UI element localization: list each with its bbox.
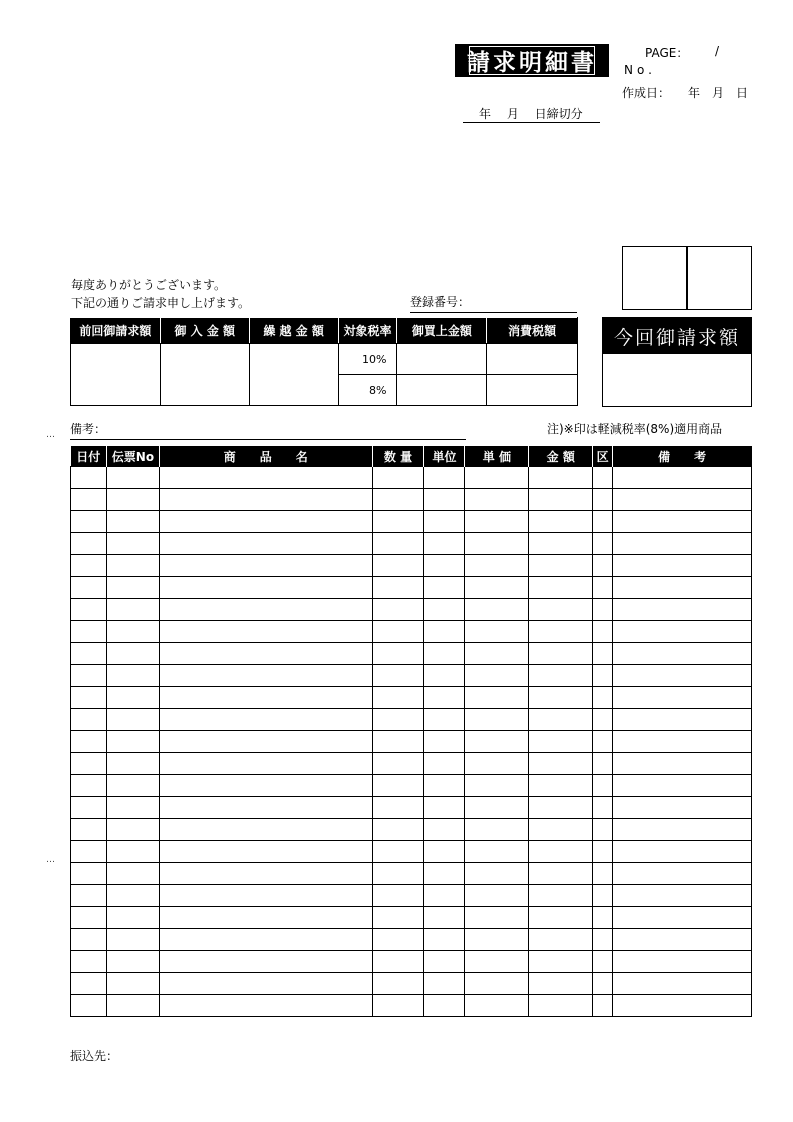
current-billing-label: 今回御請求額	[603, 318, 751, 354]
detail-header: 単 価	[465, 446, 529, 467]
table-cell	[71, 885, 107, 907]
table-cell	[106, 511, 159, 533]
table-row	[71, 577, 752, 599]
table-cell	[424, 995, 465, 1017]
table-cell	[71, 907, 107, 929]
table-cell	[106, 621, 159, 643]
table-cell	[372, 841, 424, 863]
table-cell	[372, 951, 424, 973]
table-cell	[159, 885, 372, 907]
table-cell	[465, 951, 529, 973]
table-cell	[159, 599, 372, 621]
table-cell	[106, 599, 159, 621]
table-row	[71, 511, 752, 533]
table-cell	[106, 775, 159, 797]
table-cell	[613, 929, 752, 951]
table-cell	[106, 841, 159, 863]
summary-header: 対象税率	[338, 318, 397, 344]
table-cell	[593, 775, 613, 797]
table-cell	[424, 863, 465, 885]
table-cell	[372, 467, 424, 489]
table-cell	[424, 709, 465, 731]
table-cell	[106, 709, 159, 731]
table-cell	[465, 973, 529, 995]
table-cell	[613, 511, 752, 533]
table-cell	[106, 643, 159, 665]
table-row	[71, 555, 752, 577]
table-cell	[71, 841, 107, 863]
consumption-tax-cell	[487, 375, 578, 406]
number-label: No.	[624, 63, 656, 77]
tax-rate-8: 8%	[338, 375, 397, 406]
table-cell	[159, 511, 372, 533]
table-cell	[159, 929, 372, 951]
table-cell	[465, 929, 529, 951]
table-cell	[465, 995, 529, 1017]
table-cell	[593, 929, 613, 951]
table-row	[71, 797, 752, 819]
table-cell	[159, 731, 372, 753]
table-cell	[106, 885, 159, 907]
table-cell	[106, 995, 159, 1017]
detail-header: 単位	[424, 446, 465, 467]
table-cell	[465, 709, 529, 731]
table-cell	[593, 555, 613, 577]
table-row	[71, 489, 752, 511]
table-row	[71, 973, 752, 995]
table-row	[71, 599, 752, 621]
table-row	[71, 885, 752, 907]
table-cell	[529, 577, 593, 599]
detail-header: 商 品 名	[159, 446, 372, 467]
table-cell	[593, 841, 613, 863]
table-cell	[593, 599, 613, 621]
table-row	[71, 687, 752, 709]
detail-body	[71, 467, 752, 1017]
table-cell	[424, 951, 465, 973]
table-row	[71, 951, 752, 973]
table-cell	[372, 599, 424, 621]
table-row	[71, 753, 752, 775]
table-cell	[159, 665, 372, 687]
payment-received-cell	[160, 344, 249, 406]
table-cell	[465, 885, 529, 907]
table-cell	[593, 907, 613, 929]
table-cell	[529, 555, 593, 577]
table-cell	[71, 819, 107, 841]
table-cell	[372, 995, 424, 1017]
table-cell	[529, 951, 593, 973]
table-cell	[106, 863, 159, 885]
table-cell	[424, 841, 465, 863]
table-cell	[529, 621, 593, 643]
summary-header: 御買上金額	[397, 318, 487, 344]
table-cell	[372, 863, 424, 885]
table-cell	[529, 841, 593, 863]
table-cell	[159, 687, 372, 709]
summary-header: 消費税額	[487, 318, 578, 344]
table-cell	[159, 753, 372, 775]
table-cell	[372, 577, 424, 599]
table-row	[71, 665, 752, 687]
closing-period: 年 月 日締切分	[463, 105, 600, 123]
table-cell	[529, 797, 593, 819]
greeting-line: 毎度ありがとうございます。	[71, 278, 227, 292]
table-cell	[159, 467, 372, 489]
table-cell	[465, 907, 529, 929]
table-cell	[593, 885, 613, 907]
table-cell	[613, 753, 752, 775]
table-cell	[71, 709, 107, 731]
summary-table	[70, 317, 578, 406]
table-cell	[372, 929, 424, 951]
table-cell	[106, 533, 159, 555]
detail-header: 伝票No	[106, 446, 159, 467]
table-cell	[424, 665, 465, 687]
table-cell	[529, 533, 593, 555]
table-cell	[159, 643, 372, 665]
table-cell	[372, 621, 424, 643]
table-cell	[613, 885, 752, 907]
table-cell	[529, 929, 593, 951]
table-cell	[424, 489, 465, 511]
table-cell	[529, 687, 593, 709]
table-cell	[529, 885, 593, 907]
table-cell	[106, 753, 159, 775]
table-cell	[71, 731, 107, 753]
consumption-tax-cell	[487, 344, 578, 375]
table-cell	[529, 709, 593, 731]
page-label: PAGE：	[645, 46, 689, 60]
table-cell	[465, 533, 529, 555]
table-cell	[529, 489, 593, 511]
table-cell	[424, 731, 465, 753]
table-cell	[529, 995, 593, 1017]
registration-number: 登録番号：	[410, 293, 577, 313]
table-cell	[424, 643, 465, 665]
table-cell	[71, 973, 107, 995]
table-cell	[465, 621, 529, 643]
table-cell	[159, 797, 372, 819]
table-row	[71, 709, 752, 731]
table-cell	[613, 951, 752, 973]
table-cell	[465, 841, 529, 863]
seal-box	[687, 246, 752, 310]
table-cell	[372, 709, 424, 731]
table-row	[71, 775, 752, 797]
table-row	[71, 731, 752, 753]
table-cell	[106, 577, 159, 599]
table-cell	[593, 819, 613, 841]
table-cell	[71, 467, 107, 489]
table-cell	[465, 731, 529, 753]
page-separator: /	[715, 44, 720, 58]
reduced-rate-note: 注)※印は軽減税率(8%)適用商品	[547, 422, 723, 436]
table-cell	[593, 731, 613, 753]
table-cell	[593, 643, 613, 665]
table-cell	[372, 797, 424, 819]
table-cell	[465, 819, 529, 841]
table-cell	[71, 929, 107, 951]
table-cell	[465, 643, 529, 665]
table-cell	[613, 643, 752, 665]
detail-table	[70, 446, 752, 1017]
detail-header: 数 量	[372, 446, 424, 467]
table-cell	[106, 731, 159, 753]
table-cell	[465, 753, 529, 775]
table-cell	[424, 907, 465, 929]
table-cell	[372, 775, 424, 797]
created-date-value: 年 月 日	[688, 86, 749, 100]
table-cell	[529, 643, 593, 665]
table-cell	[372, 819, 424, 841]
table-cell	[613, 907, 752, 929]
table-cell	[529, 863, 593, 885]
detail-header: 日付	[71, 446, 107, 467]
table-cell	[465, 467, 529, 489]
table-cell	[424, 621, 465, 643]
table-cell	[424, 775, 465, 797]
table-cell	[593, 995, 613, 1017]
summary-header: 前回御請求額	[71, 318, 161, 344]
table-cell	[465, 555, 529, 577]
table-cell	[613, 467, 752, 489]
table-cell	[424, 973, 465, 995]
summary-header-row	[71, 318, 578, 344]
table-cell	[159, 577, 372, 599]
table-cell	[159, 841, 372, 863]
purchase-amount-cell	[397, 344, 487, 375]
detail-header: 区	[593, 446, 613, 467]
table-row	[71, 467, 752, 489]
table-cell	[424, 467, 465, 489]
table-row	[71, 819, 752, 841]
table-cell	[593, 577, 613, 599]
summary-header: 繰 越 金 額	[249, 318, 338, 344]
table-cell	[71, 577, 107, 599]
table-cell	[424, 577, 465, 599]
table-cell	[159, 995, 372, 1017]
table-cell	[106, 929, 159, 951]
table-cell	[593, 621, 613, 643]
table-cell	[372, 687, 424, 709]
table-cell	[71, 555, 107, 577]
summary-header: 御 入 金 額	[160, 318, 249, 344]
table-cell	[372, 731, 424, 753]
table-cell	[71, 687, 107, 709]
previous-billing-cell	[71, 344, 161, 406]
table-cell	[465, 665, 529, 687]
table-cell	[465, 577, 529, 599]
table-cell	[593, 863, 613, 885]
table-cell	[106, 665, 159, 687]
table-cell	[71, 489, 107, 511]
table-cell	[613, 489, 752, 511]
table-cell	[465, 797, 529, 819]
greeting-line: 下記の通りご請求申し上げます。	[71, 296, 251, 310]
table-cell	[465, 687, 529, 709]
table-cell	[424, 687, 465, 709]
table-cell	[529, 511, 593, 533]
table-cell	[613, 819, 752, 841]
table-row	[71, 929, 752, 951]
detail-header: 備 考	[613, 446, 752, 467]
table-cell	[424, 533, 465, 555]
remarks-field: 備考：	[70, 420, 466, 440]
table-cell	[593, 753, 613, 775]
table-cell	[71, 599, 107, 621]
table-cell	[465, 489, 529, 511]
table-cell	[424, 819, 465, 841]
table-cell	[106, 467, 159, 489]
table-row	[71, 621, 752, 643]
table-cell	[372, 511, 424, 533]
tax-rate-10: 10%	[338, 344, 397, 375]
table-cell	[529, 665, 593, 687]
table-cell	[106, 951, 159, 973]
table-cell	[613, 577, 752, 599]
table-cell	[613, 973, 752, 995]
table-cell	[465, 599, 529, 621]
table-cell	[529, 775, 593, 797]
table-cell	[465, 863, 529, 885]
table-cell	[71, 951, 107, 973]
table-cell	[424, 555, 465, 577]
table-row	[71, 643, 752, 665]
table-cell	[593, 467, 613, 489]
table-cell	[71, 621, 107, 643]
table-row	[71, 841, 752, 863]
table-cell	[159, 907, 372, 929]
table-cell	[159, 489, 372, 511]
table-cell	[424, 929, 465, 951]
table-cell	[593, 973, 613, 995]
table-cell	[613, 621, 752, 643]
purchase-amount-cell	[397, 375, 487, 406]
table-cell	[159, 555, 372, 577]
table-cell	[71, 863, 107, 885]
table-cell	[372, 643, 424, 665]
table-row	[71, 863, 752, 885]
detail-header: 金 額	[529, 446, 593, 467]
table-cell	[424, 797, 465, 819]
table-cell	[529, 599, 593, 621]
table-cell	[465, 775, 529, 797]
table-cell	[71, 753, 107, 775]
document-title: 請求明細書	[455, 44, 609, 77]
table-cell	[613, 533, 752, 555]
table-cell	[613, 665, 752, 687]
table-cell	[593, 709, 613, 731]
table-cell	[159, 709, 372, 731]
table-cell	[106, 555, 159, 577]
table-cell	[593, 533, 613, 555]
table-cell	[372, 533, 424, 555]
table-cell	[613, 687, 752, 709]
table-cell	[424, 511, 465, 533]
table-cell	[529, 731, 593, 753]
table-cell	[465, 511, 529, 533]
table-cell	[372, 885, 424, 907]
detail-header-row	[71, 446, 752, 467]
table-cell	[159, 973, 372, 995]
table-cell	[159, 863, 372, 885]
table-cell	[372, 665, 424, 687]
summary-row	[71, 344, 578, 375]
table-cell	[613, 863, 752, 885]
margin-mark: …	[46, 430, 55, 440]
table-cell	[71, 995, 107, 1017]
table-cell	[106, 797, 159, 819]
table-cell	[372, 555, 424, 577]
table-cell	[106, 489, 159, 511]
table-cell	[159, 775, 372, 797]
table-cell	[529, 819, 593, 841]
table-cell	[159, 951, 372, 973]
table-cell	[106, 907, 159, 929]
table-cell	[593, 511, 613, 533]
table-cell	[593, 489, 613, 511]
table-cell	[71, 511, 107, 533]
table-cell	[372, 907, 424, 929]
table-cell	[529, 973, 593, 995]
table-cell	[71, 775, 107, 797]
table-cell	[593, 797, 613, 819]
table-cell	[593, 687, 613, 709]
table-cell	[372, 489, 424, 511]
created-date-label: 作成日：	[622, 86, 671, 100]
table-cell	[106, 973, 159, 995]
table-cell	[613, 995, 752, 1017]
carried-forward-cell	[249, 344, 338, 406]
current-billing-box	[602, 317, 752, 407]
table-cell	[372, 753, 424, 775]
table-row	[71, 907, 752, 929]
margin-mark: …	[46, 855, 55, 865]
table-cell	[613, 709, 752, 731]
table-row	[71, 533, 752, 555]
table-cell	[71, 797, 107, 819]
table-cell	[613, 775, 752, 797]
bank-transfer-label: 振込先：	[70, 1049, 119, 1063]
table-cell	[613, 841, 752, 863]
table-cell	[424, 599, 465, 621]
table-cell	[613, 731, 752, 753]
table-cell	[71, 665, 107, 687]
table-cell	[71, 643, 107, 665]
table-cell	[593, 665, 613, 687]
seal-box	[622, 246, 687, 310]
table-cell	[613, 599, 752, 621]
table-cell	[372, 973, 424, 995]
table-cell	[159, 819, 372, 841]
table-row	[71, 995, 752, 1017]
table-cell	[424, 753, 465, 775]
table-cell	[71, 533, 107, 555]
table-cell	[106, 687, 159, 709]
table-cell	[424, 885, 465, 907]
table-cell	[106, 819, 159, 841]
table-cell	[529, 467, 593, 489]
table-cell	[159, 533, 372, 555]
table-cell	[529, 907, 593, 929]
table-cell	[529, 753, 593, 775]
table-cell	[613, 555, 752, 577]
table-cell	[159, 621, 372, 643]
table-cell	[613, 797, 752, 819]
table-cell	[593, 951, 613, 973]
